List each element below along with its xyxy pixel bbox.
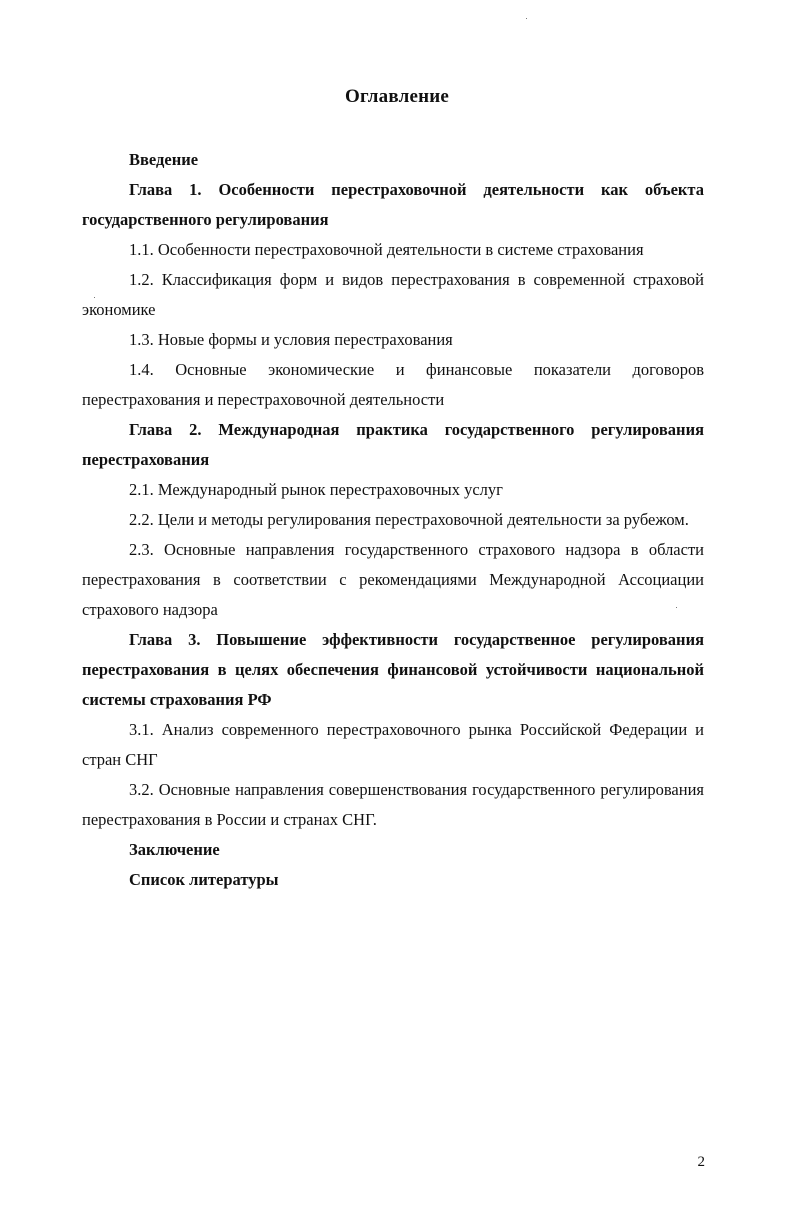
toc-entry-1-4: 1.4. Основные экономические и финансовые показатели договоров перестрахования и перестраховочной деятельности [82,360,704,409]
toc-entry-3-2: 3.2. Основные направления совершенствования государственного регулирования перестрахования в России и странах СНГ. [82,780,704,829]
toc-entry-2-1: 2.1. Международный рынок перестраховочных услуг [129,480,503,499]
toc-entry-3-1: 3.1. Анализ современного перестраховочного рынка Российской Федерации и стран СНГ [82,720,704,769]
toc-entry-chapter-3: Глава 3. Повышение эффективности государственное регулирования перестрахования в целях обеспечения финансовой устойчивости национальной системы страхования РФ [82,630,704,709]
scan-speck [526,18,527,19]
toc-entry-2-2: 2.2. Цели и методы регулирования перестраховочной деятельности за рубежом. [129,510,689,529]
page-number: 2 [697,1154,705,1170]
scan-speck [676,607,677,608]
page-title: Оглавление [344,86,450,107]
toc-entry-introduction: Введение [129,150,199,169]
table-of-contents [82,145,704,895]
toc-entry-bibliography: Список литературы [129,870,279,889]
toc-entry-chapter-2: Глава 2. Международная практика государственного регулирования перестрахования [82,420,704,469]
toc-entry-2-3: 2.3. Основные направления государственного страхового надзора в области перестрахования в соответствии с рекомендациями Международной Ассоциации страхового надзора [82,540,704,619]
scan-speck [94,297,95,298]
toc-entry-conclusion: Заключение [129,840,220,859]
toc-entry-chapter-1: Глава 1. Особенности перестраховочной деятельности как объекта государственного регулирования [82,180,704,229]
toc-entry-1-3: 1.3. Новые формы и условия перестрахования [129,330,453,349]
toc-entry-1-1: 1.1. Особенности перестраховочной деятельности в системе страхования [129,240,644,259]
toc-entry-1-2: 1.2. Классификация форм и видов перестрахования в современной страховой экономике [82,270,704,319]
